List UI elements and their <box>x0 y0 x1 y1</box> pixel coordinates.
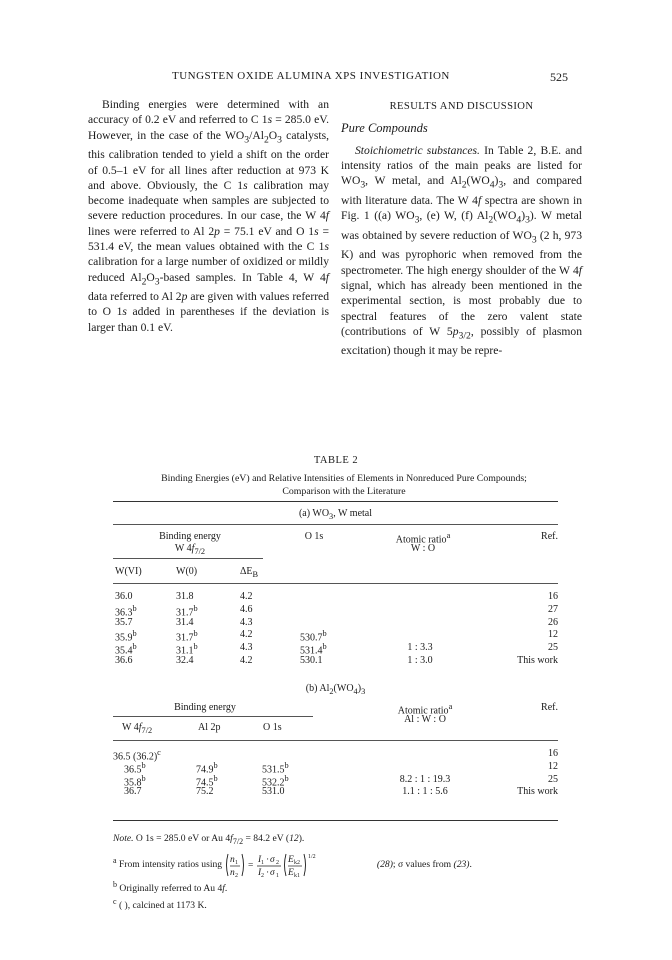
cell-o1s: 531.5$^b$ <box>262 760 289 776</box>
intensity-ratio-formula <box>225 852 375 878</box>
note-calibration: Note. O 1s = 285.0 eV or Au $4f_{7/2} = 84.2$ eV (12). <box>113 833 305 846</box>
cell-delta-e: 4.3 <box>240 642 253 654</box>
table-top-rule <box>113 501 558 502</box>
cell-w4f: 36.7 <box>124 786 142 798</box>
cell-o1s: 531.4$^b$ <box>300 642 327 657</box>
svg-text:1/2: 1/2 <box>307 853 316 860</box>
svg-text:k1: k1 <box>293 872 300 878</box>
cell-ratio: 1 : 3.3 <box>407 642 433 654</box>
svg-text:E: E <box>287 854 294 865</box>
part-b-binding-energy: Binding energy <box>174 702 236 713</box>
cell-wvi: 36.0 <box>115 591 133 602</box>
running-title: TUNGSTEN OXIDE ALUMINA XPS INVESTIGATION <box>172 70 450 82</box>
cell-w0: 31.1$^b$ <box>176 642 198 657</box>
svg-text:σ: σ <box>269 854 275 865</box>
cell-ratio: 1 : 3.0 <box>407 655 433 666</box>
svg-text:n: n <box>229 854 235 865</box>
cell-o1s: 530.7$^b$ <box>300 629 327 644</box>
part-b-ref: Ref. <box>541 702 558 713</box>
svg-text:2: 2 <box>260 872 264 878</box>
svg-text:=: = <box>247 860 253 871</box>
svg-text:2: 2 <box>234 872 238 878</box>
header-atomic-ratio: Atomic ratio$^a$ <box>395 531 451 546</box>
cell-wvi: 35.4$^b$ <box>115 642 137 657</box>
cell-ref: 12 <box>548 629 558 641</box>
cell-ref: 26 <box>548 616 558 628</box>
part-a-title-rule <box>113 524 558 525</box>
paragraph-calibration: Binding energies were determined with an accuracy of 0.2 eV and referred to C 1s = 285.0 eV. However, in the case of the $WO_3/Al_2O_3$ catalysts, this calibration tended to yield a shift on the order of 0.5–1 eV for all lines after reduction at 973 K and above. Obviously, the C 1s calibration may become inadequate when samples are subjected to severe reduction procedures. In our case, the W 4f lines were referred to Al 2p = 75.1 eV and O 1s = 531.4 eV, the mean values obtained with the C 1s calibration for a large number of oxidized or mildly reduced $Al_2O_3$-based samples. In Table 4, W 4f data referred to Al 2p are given with values referred to O 1s added in parentheses if the deviation is larger than 0.1 eV. <box>88 98 330 334</box>
cell-w0: 32.4 <box>176 655 194 666</box>
part-b-header-w4f: W $4f_{7/2}$ <box>122 722 153 735</box>
part-b-atomic-ratio: Atomic ratio$^a$ <box>397 702 453 717</box>
cell-delta-e: 4.2 <box>240 655 253 666</box>
cell-w0: 31.8 <box>176 591 194 602</box>
header-o1s: O 1s <box>304 531 324 542</box>
part-b-ratio-sub: Al : W : O <box>404 714 446 725</box>
note-c: $^c$ ( ), calcined at 1173 K. <box>113 897 207 912</box>
cell-delta-e: 4.2 <box>240 629 253 641</box>
cell-wvi: 35.7 <box>115 616 133 628</box>
table-bottom-rule <box>113 820 558 821</box>
header-binding-energy: Binding energy <box>159 531 221 542</box>
svg-text:σ: σ <box>269 867 275 878</box>
cell-ref: This work <box>517 786 558 798</box>
svg-text:E: E <box>287 867 294 878</box>
note-a: $^a$ From intensity ratios using n 1 n 2 = I 1 · σ 2 I 2 · σ 1 E k2 E k1 1/2 (28); σ values from (23). <box>113 853 472 878</box>
cell-ratio: 1.1 : 1 : 5.6 <box>402 786 448 798</box>
cell-ref: 27 <box>548 603 558 615</box>
svg-text:I: I <box>257 854 261 865</box>
cell-ref: 12 <box>548 760 558 772</box>
running-header <box>0 70 672 86</box>
cell-al2p: 74.9$^b$ <box>196 760 218 776</box>
section-heading: RESULTS AND DISCUSSION <box>389 101 534 112</box>
part-b-header-al2p: Al 2p <box>198 722 221 733</box>
note-a-after: (28); σ values from (23). <box>376 859 472 871</box>
header-w4f: W $4f_{7/2}$ <box>174 543 206 556</box>
table-description: Binding Energies (eV) and Relative Intensities of Elements in Nonreduced Pure Compounds; Comparison with the Literature <box>161 473 527 497</box>
part-b-subheader-rule <box>113 716 313 717</box>
svg-text:k2: k2 <box>293 859 300 866</box>
cell-ratio: 8.2 : 1 : 19.3 <box>399 773 451 785</box>
cell-w0: 31.4 <box>176 616 194 628</box>
cell-o1s: 532.2$^b$ <box>262 773 289 788</box>
cell-wvi: 35.9$^b$ <box>115 629 137 644</box>
svg-text:·: · <box>265 854 269 865</box>
cell-o1s: 531.0 <box>262 786 285 798</box>
subsection-heading: Pure Compounds <box>341 121 428 136</box>
cell-delta-e: 4.6 <box>240 603 253 615</box>
svg-text:2: 2 <box>275 859 279 866</box>
header-ratio-sub: W : O <box>410 543 436 554</box>
svg-text:·: · <box>265 867 269 878</box>
header-wvi: W(VI) <box>115 566 142 577</box>
right-column <box>341 97 582 359</box>
part-b-title: (b) $Al_2(WO_4)_3$ <box>305 683 366 696</box>
part-b-header-o1s: O 1s <box>263 722 282 733</box>
cell-ref: 16 <box>548 591 558 602</box>
note-b: $^b$ Originally referred to Au 4f. <box>113 879 228 895</box>
cell-ref: 25 <box>548 773 558 785</box>
page-number: 525 <box>550 70 568 84</box>
header-delta-e: $\Delta E_B$ <box>240 566 259 579</box>
cell-delta-e: 4.2 <box>240 591 253 602</box>
svg-text:1: 1 <box>275 872 279 878</box>
cell-wvi: 36.6 <box>115 655 133 666</box>
part-a-title: (a) $WO_3$, W metal <box>298 508 373 521</box>
part-a-header-rule <box>113 583 558 584</box>
part-a-subheader-rule <box>113 558 263 559</box>
header-w0: W(0) <box>176 566 198 577</box>
part-b-header-rule <box>113 740 558 741</box>
cell-w0: 31.7$^b$ <box>176 629 198 644</box>
left-column <box>88 97 329 335</box>
svg-text:1: 1 <box>260 859 264 866</box>
cell-w4f: 36.5 $(36.2)^c$ <box>113 748 161 763</box>
cell-o1s: 530.1 <box>300 655 323 666</box>
cell-w0: 31.7$^b$ <box>176 603 198 619</box>
paragraph-stoichiometric: Stoichiometric substances. In Table 2, B.E. and intensity ratios of the main peaks are listed for $WO_3$, W metal, and $Al_2(WO_4)_3$, and compared with literature data. The W 4f spectra are shown in Fig. 1 ((a) $WO_3$, (e) W, (f) $Al_2(WO_4)_3$). W metal was obtained by severe reduction of $WO_3$ (2 h, 973 K) and was pyrophoric when removed from the spectrometer. The high energy shoulder of the W 4f signal, which has already been mentioned in the experimental section, is most probably due to spectral features of the zero valent state (contributions of W $5p_{3/2}$, possibly of plasmon excitation) though it may be repre- <box>341 143 582 358</box>
cell-al2p: 74.5$^b$ <box>196 773 218 788</box>
cell-w4f: 36.5$^b$ <box>124 760 146 776</box>
cell-al2p: 75.2 <box>196 786 214 798</box>
svg-text:1: 1 <box>234 859 238 866</box>
table-caption: TABLE 2 <box>313 455 359 466</box>
cell-ref: 16 <box>548 748 558 759</box>
cell-wvi: 36.3$^b$ <box>115 603 137 619</box>
svg-text:I: I <box>257 867 261 878</box>
svg-text:n: n <box>229 867 235 878</box>
table-notes <box>113 832 573 912</box>
header-ref: Ref. <box>541 531 558 542</box>
cell-ref: 25 <box>548 642 558 654</box>
cell-ref: This work <box>517 655 558 666</box>
cell-delta-e: 4.3 <box>240 616 253 628</box>
cell-w4f: 35.8$^b$ <box>124 773 146 788</box>
